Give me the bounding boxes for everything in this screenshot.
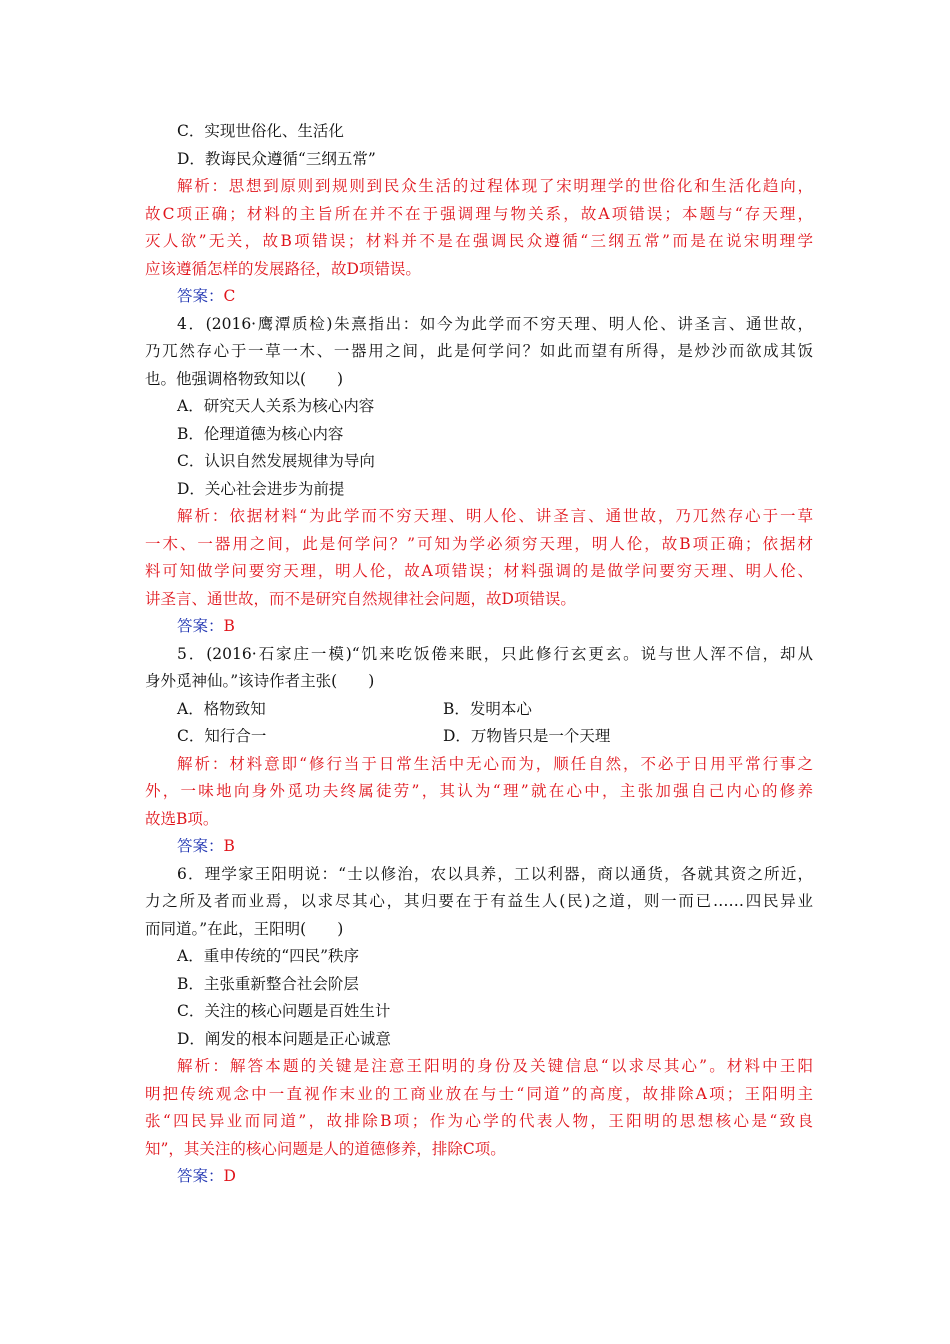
q5-options-row bbox=[145, 723, 813, 751]
q4-analysis-line bbox=[145, 503, 813, 531]
q4-stem-line: 也。他强调格物致知以( ) bbox=[145, 369, 344, 388]
q5-option-c: C．知行合一 bbox=[177, 727, 267, 745]
q6-stem-line: 力之所及者而业焉，以求尽其心，其归要在于有益生人(民)之道，则一而已……四民异业 bbox=[145, 892, 813, 910]
q4-analysis-label: 解析： bbox=[177, 507, 230, 525]
q6-option-c: C．关注的核心问题是百姓生计 bbox=[177, 1002, 391, 1020]
q4-analysis-text: 依据材料“为此学而不穷天理、明人伦、讲圣言、通世故，乃兀然存心于一草 bbox=[229, 507, 813, 525]
q6-option-b: B．主张重新整合社会阶层 bbox=[177, 974, 359, 993]
q3-option-c: C．实现世俗化、生活化 bbox=[177, 122, 344, 140]
q4-option-c: C．认识自然发展规律为导向 bbox=[177, 452, 375, 470]
q4-stem-line: 乃兀然存心于一草一木、一器用之间，此是何学问？如此而望有所得，是炒沙而欲成其饭 bbox=[145, 342, 813, 360]
q4-option-b: B．伦理道德为核心内容 bbox=[177, 424, 344, 443]
q4-analysis-line: 讲圣言、通世故，而不是研究自然规律社会问题，故D项错误。 bbox=[145, 589, 576, 608]
q5-stem-line: 5．(2016·石家庄一模)“饥来吃饭倦来眠，只此修行玄更玄。说与世人浑不信，却从 bbox=[177, 644, 813, 663]
q6-analysis-line bbox=[145, 1053, 813, 1081]
q5-answer-label: 答案： bbox=[177, 837, 224, 855]
q4-analysis-line: 料可知做学问要穷天理，明人伦，故A项错误；材料强调的是做学问要穷天理、明人伦、 bbox=[145, 562, 813, 580]
q4-answer bbox=[145, 613, 813, 641]
q6-analysis-text: 解答本题的关键是注意王阳明的身份及关键信息“以求尽其心”。材料中王阳 bbox=[229, 1057, 813, 1075]
q6-option-a: A．重申传统的“四民”秩序 bbox=[177, 947, 360, 965]
q3-analysis-label: 解析： bbox=[177, 177, 229, 195]
q6-analysis-line: 知”，其关注的核心问题是人的道德修养，排除C项。 bbox=[145, 1139, 506, 1158]
q5-analysis-text: 材料意即“修行当于日常生活中无心而为，顺任自然，不必于日用平常行事之 bbox=[229, 754, 813, 773]
q3-analysis-line bbox=[145, 173, 813, 201]
q3-answer-value: C bbox=[223, 287, 236, 305]
q3-analysis-line: 灭人欲”无关，故B项错误；材料并不是在强调民众遵循“三纲五常”而是在说宋明理学 bbox=[145, 232, 813, 250]
q3-analysis-line: 应该遵循怎样的发展路径，故D项错误。 bbox=[145, 259, 421, 278]
q4-analysis-line: 一木、一器用之间，此是何学问？”可知为学必须穷天理，明人伦，故B项正确；依据材 bbox=[145, 534, 813, 553]
q5-analysis-label: 解析： bbox=[177, 754, 230, 773]
q6-analysis-line: 明把传统观念中一直视作末业的工商业放在与士“同道”的高度，故排除A项；王阳明主 bbox=[145, 1084, 813, 1103]
q6-answer-label: 答案： bbox=[177, 1167, 224, 1185]
q5-analysis-line bbox=[145, 751, 813, 779]
q6-option-d: D．阐发的根本问题是正心诚意 bbox=[177, 1029, 391, 1048]
q6-stem-line: 而同道。”在此，王阳明( ) bbox=[145, 919, 344, 938]
q6-answer bbox=[145, 1163, 813, 1191]
document-page bbox=[145, 118, 813, 1191]
q3-option-d: D．教诲民众遵循“三纲五常” bbox=[177, 149, 376, 168]
q3-answer bbox=[145, 283, 813, 311]
q4-option-a: A．研究天人关系为核心内容 bbox=[177, 397, 375, 415]
q5-option-d: D．万物皆只是一个天理 bbox=[443, 727, 611, 745]
q5-options-row bbox=[145, 696, 813, 724]
q5-analysis-line: 外，一味地向身外觅功夫终属徒劳”，其认为“理”就在心中，主张加强自己内心的修养 bbox=[145, 782, 813, 800]
q3-analysis-text: 思想到原则到规则到民众生活的过程体现了宋明理学的世俗化和生活化趋向， bbox=[228, 177, 813, 195]
q4-answer-value: B bbox=[223, 617, 235, 635]
q6-answer-value: D bbox=[223, 1167, 236, 1185]
q5-option-a: A．格物致知 bbox=[177, 699, 266, 718]
q5-analysis-line: 故选B项。 bbox=[145, 809, 219, 828]
q3-answer-label: 答案： bbox=[177, 287, 224, 305]
q6-analysis-line: 张“四民异业而同道”，故排除B项；作为心学的代表人物，王阳明的思想核心是“致良 bbox=[145, 1112, 813, 1130]
q5-answer bbox=[145, 833, 813, 861]
q5-stem-line: 身外觅神仙。”该诗作者主张( ) bbox=[145, 672, 375, 690]
q4-option-d: D．关心社会进步为前提 bbox=[177, 479, 345, 498]
q4-stem-line: 4．(2016·鹰潭质检)朱熹指出：如今为此学而不穷天理、明人伦、讲圣言、通世故， bbox=[177, 314, 813, 333]
q5-option-b: B．发明本心 bbox=[443, 699, 532, 718]
q3-analysis-line: 故C项正确；材料的主旨所在并不在于强调理与物关系，故A项错误；本题与“存天理， bbox=[145, 204, 813, 223]
q6-stem-line: 6．理学家王阳明说：“士以修治，农以具养，工以利器，商以通货，各就其资之所近， bbox=[177, 864, 813, 883]
q5-answer-value: B bbox=[223, 837, 235, 855]
q4-answer-label: 答案： bbox=[177, 617, 224, 635]
q6-analysis-label: 解析： bbox=[177, 1057, 230, 1075]
